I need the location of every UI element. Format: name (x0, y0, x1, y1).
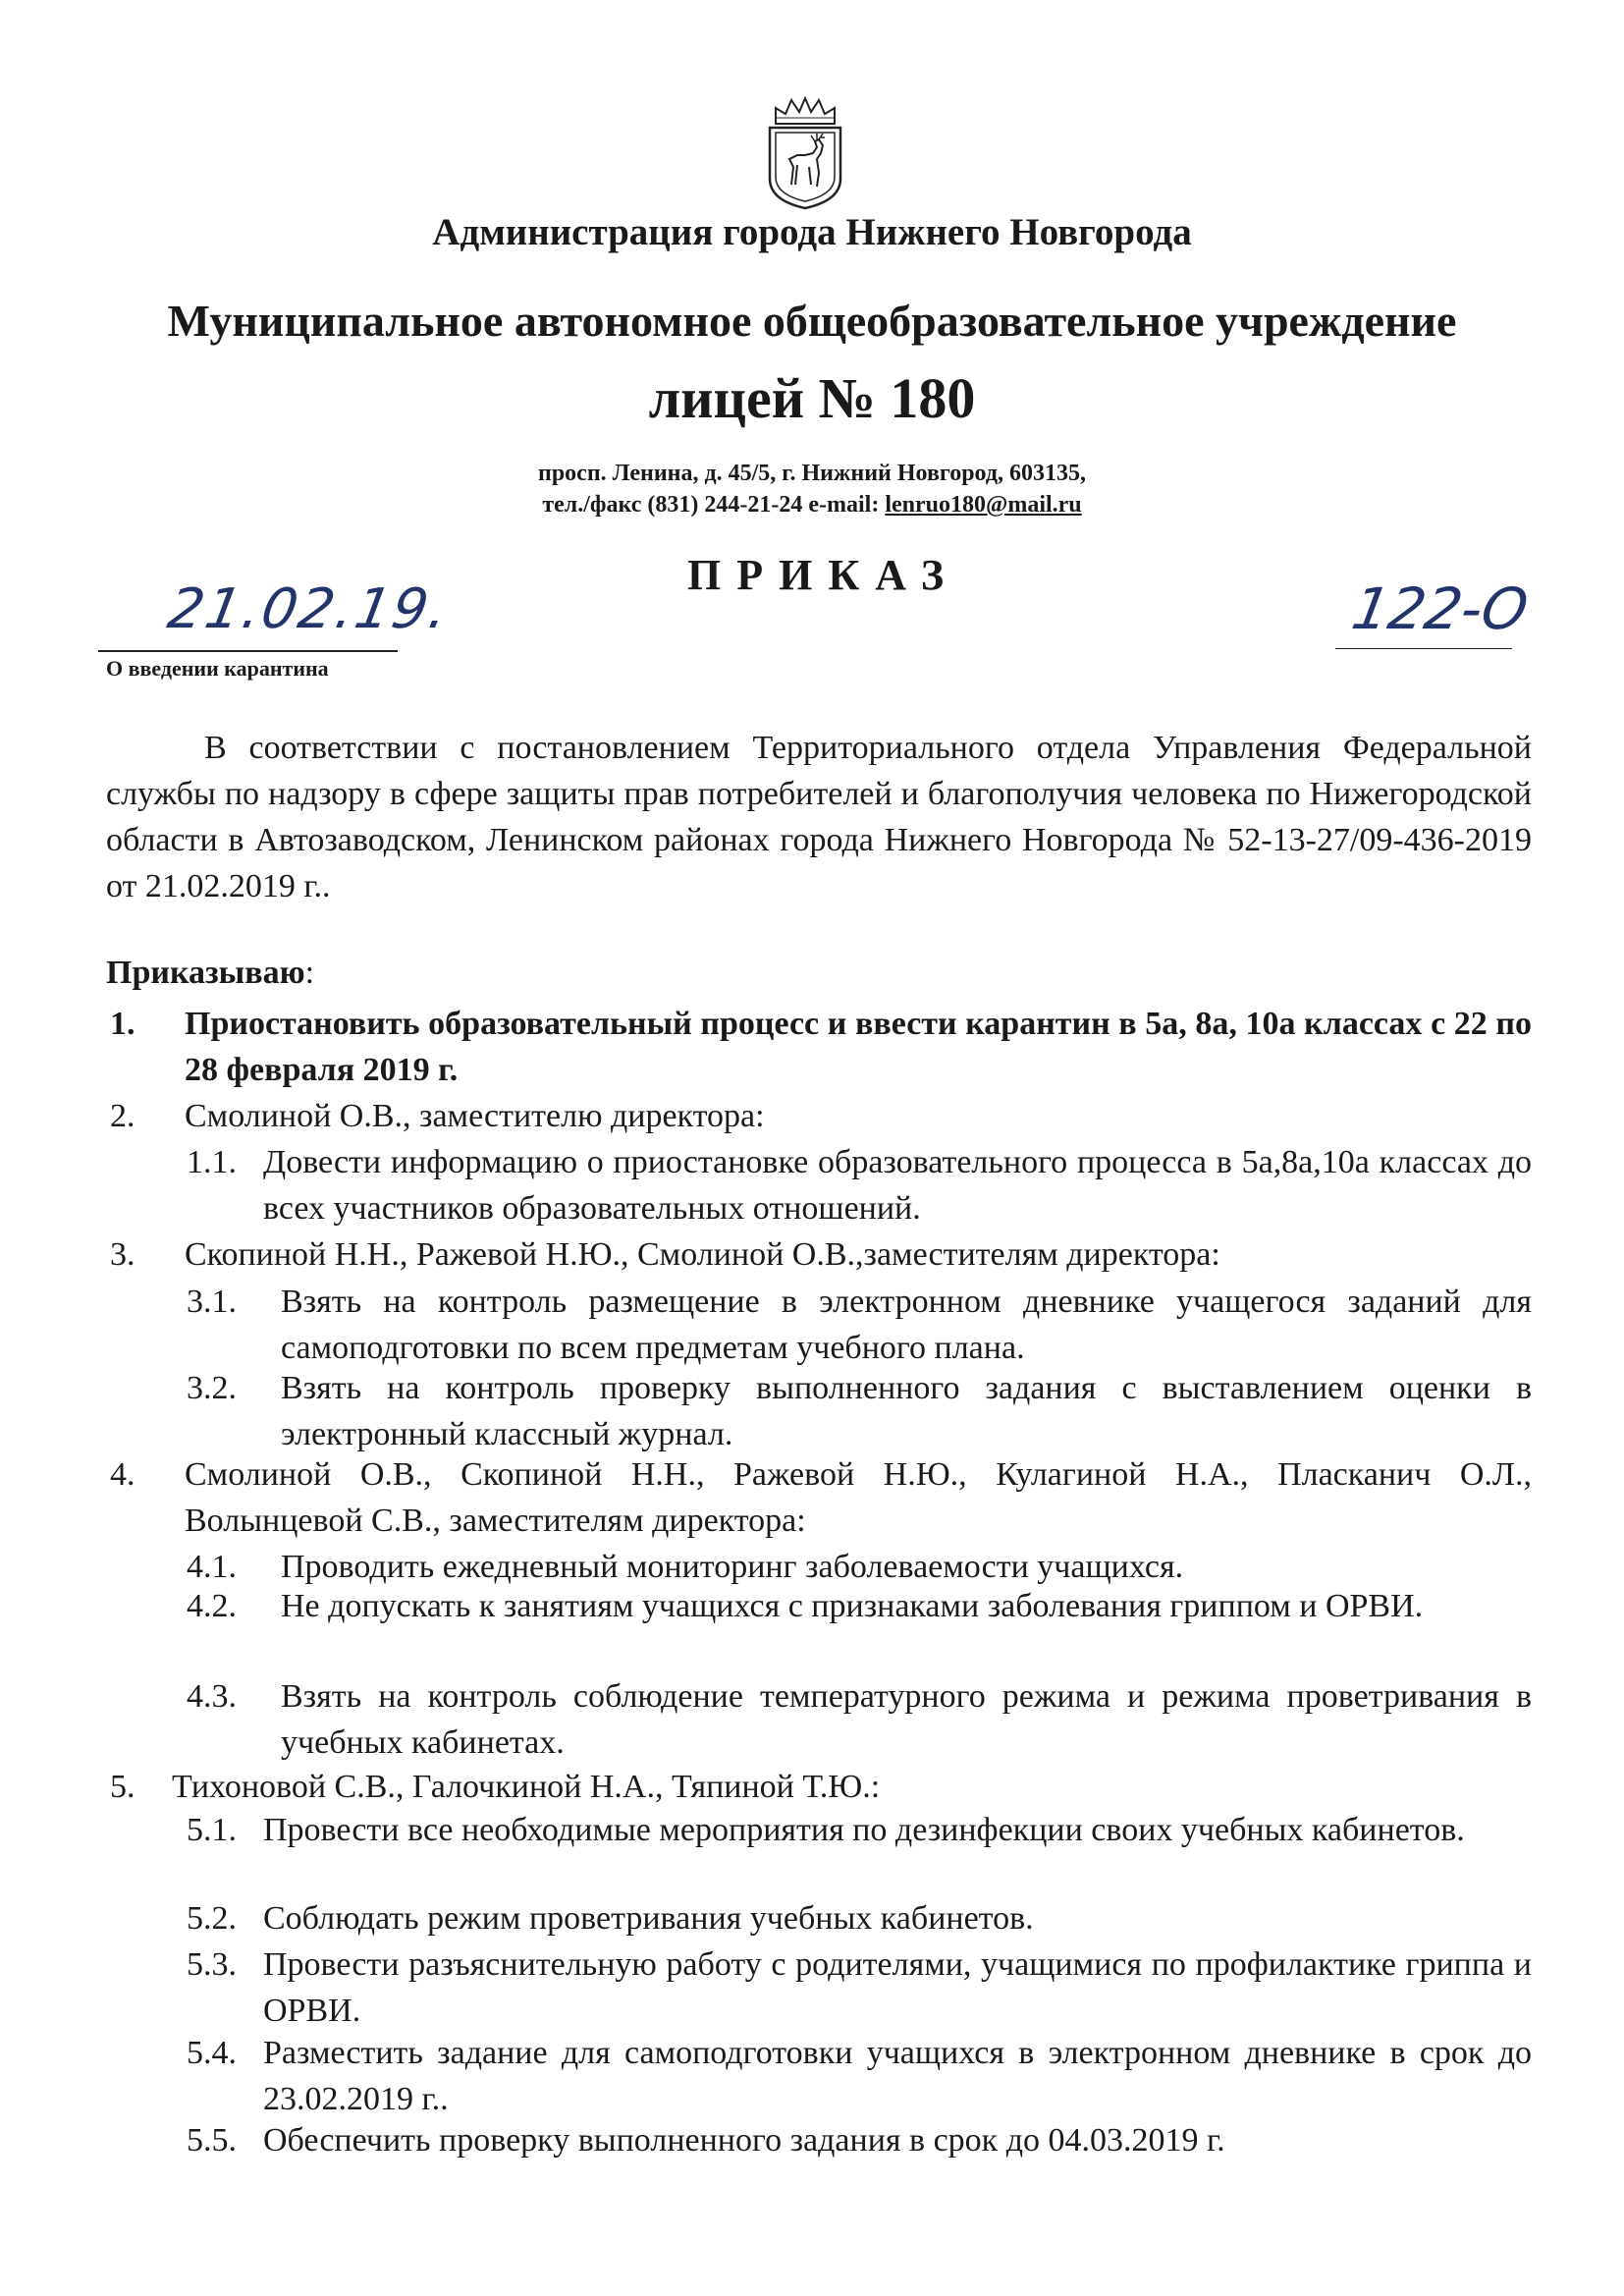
item-number: 4.1. (187, 1549, 237, 1585)
number-underline (1335, 648, 1512, 649)
handwritten-date: 21.02.19. (163, 577, 455, 641)
item-text: Скопиной Н.Н., Ражевой Н.Ю., Смолиной О.В.,заместителям директора: (185, 1236, 1220, 1273)
preamble-paragraph: В соответствии с постановлением Территориального отдела Управления Федеральной службы по надзору в сфере защиты прав потребителей и благополучия человека по Нижегородской области в Автозаводском, Ленинском районах города Нижнего Новгорода № 52-13-27/09-436-2019 от 21.02.2019 г.. (106, 730, 1532, 904)
item-text: Довести информацию о приостановке образовательного процесса в 5а,8а,10а классах до всех участников образовательных отношений. (263, 1144, 1532, 1227)
order-subject: О введении карантина (106, 656, 329, 681)
item-text: Соблюдать режим проветривания учебных кабинетов. (263, 1900, 1034, 1937)
item-text: Взять на контроль проверку выполненного задания с выставлением оценки в электронный классный журнал. (281, 1370, 1532, 1452)
item-number: 4. (110, 1456, 135, 1493)
item-text: Обеспечить проверку выполненного задания в срок до 04.03.2019 г. (263, 2122, 1225, 2159)
order-colon: : (304, 955, 315, 991)
item-number: 5. (110, 1769, 135, 1805)
item-text: Тихоновой С.В., Галочкиной Н.А., Тяпиной Т.Ю.: (172, 1769, 881, 1805)
item-number: 5.4. (187, 2035, 237, 2071)
item-text: Приостановить образовательный процесс и ввести карантин в 5а, 8а, 10а классах с 22 по 28 февраля 2019 г. (185, 1006, 1532, 1088)
item-number: 3.2. (187, 1370, 237, 1406)
item-number: 5.3. (187, 1946, 237, 1983)
item-text: Смолиной О.В., заместителю директора: (185, 1098, 765, 1134)
item-number: 1.1. (187, 1144, 237, 1180)
handwritten-order-number: 122-О (1347, 575, 1534, 642)
item-number: 5.1. (187, 1812, 237, 1848)
item-number: 4.2. (187, 1588, 237, 1624)
date-underline (98, 650, 398, 652)
item-number: 3.1. (187, 1284, 237, 1320)
item-number: 2. (110, 1098, 135, 1134)
coat-of-arms-icon (762, 94, 848, 210)
item-text: Не допускать к занятиям учащихся с признаками заболевания гриппом и ОРВИ. (281, 1588, 1424, 1624)
lyceum-title: лицей № 180 (648, 366, 976, 430)
item-text: Проводить ежедневный мониторинг заболеваемости учащихся. (281, 1549, 1184, 1585)
item-text: Разместить задание для самоподготовки учащихся в электронном дневнике в срок до 23.02.2019 г.. (263, 2035, 1532, 2117)
order-word: Приказываю (106, 955, 305, 991)
item-number: 4.3. (187, 1678, 237, 1715)
item-number: 5.2. (187, 1900, 237, 1937)
phone-text: тел./факс (831) 244-21-24 e-mail: (542, 492, 886, 518)
item-text: Взять на контроль размещение в электронном дневнике учащегося заданий для самоподготовки по всем предметам учебного плана. (281, 1284, 1532, 1366)
school-title: Муниципальное автономное общеобразовательное учреждение (167, 296, 1457, 346)
item-text: Провести все необходимые мероприятия по дезинфекции своих учебных кабинетов. (263, 1812, 1465, 1848)
item-number: 3. (110, 1236, 135, 1273)
contact-line (0, 489, 1624, 520)
order-title: ПРИКАЗ (687, 551, 960, 599)
administration-title: Администрация города Нижнего Новгорода (432, 211, 1192, 253)
address-block (0, 458, 1624, 520)
item-text: Провести разъяснительную работу с родителями, учащимися по профилактике гриппа и ОРВИ. (263, 1946, 1532, 2029)
email-link[interactable]: lenruo180@mail.ru (885, 492, 1082, 518)
item-number: 1. (110, 1006, 135, 1042)
item-number: 5.5. (187, 2122, 237, 2159)
order-heading (106, 955, 314, 992)
item-text: Смолиной О.В., Скопиной Н.Н., Ражевой Н.Ю., Кулагиной Н.А., Пласканич О.Л., Волынцевой С.В., заместителям директора: (185, 1456, 1532, 1539)
address-line: просп. Ленина, д. 45/5, г. Нижний Новгород, 603135, (537, 461, 1087, 486)
item-text: Взять на контроль соблюдение температурного режима и режима проветривания в учебных кабинетах. (281, 1678, 1532, 1761)
